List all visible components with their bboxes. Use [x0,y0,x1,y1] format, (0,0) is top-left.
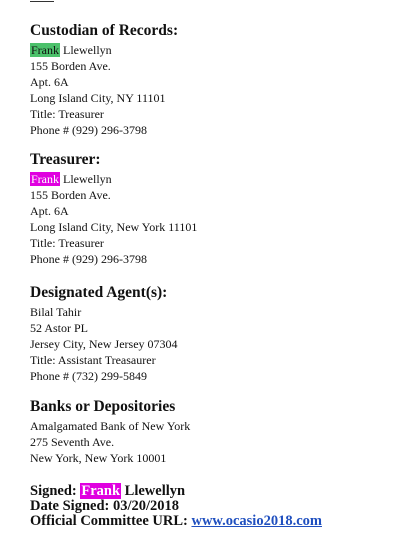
treasurer-first-name-highlight: Frank [31,172,59,186]
treasurer-last-name: Llewellyn [60,172,112,186]
custodian-title: Title: Treasurer [30,107,104,121]
cropped-text-fragment [30,0,54,2]
agent-section [30,284,390,384]
treasurer-title: Title: Treasurer [30,236,104,250]
bank-street: 275 Seventh Ave. [30,435,115,449]
treasurer-phone: Phone # (929) 296-3798 [30,252,147,266]
bank-name: Amalgamated Bank of New York [30,419,191,433]
banks-section [30,398,390,466]
committee-url-link[interactable]: www.ocasio2018.com [191,513,322,529]
custodian-name [30,42,390,58]
custodian-first-name-highlight: Frank [31,43,59,57]
treasurer-city: Long Island City, New York 11101 [30,220,198,234]
banks-heading: Banks or Depositories [30,398,176,415]
treasurer-heading: Treasurer: [30,151,101,168]
committee-url-label: Official Committee URL: [30,513,192,529]
agent-name: Bilal Tahir [30,305,82,319]
signature-block [30,484,400,529]
custodian-section [30,22,390,138]
treasurer-street: 155 Borden Ave. [30,188,111,202]
agent-title: Title: Assistant Treasaurer [30,353,156,367]
agent-city: Jersey City, New Jersey 07304 [30,337,178,351]
custodian-phone: Phone # (929) 296-3798 [30,123,147,137]
agent-heading: Designated Agent(s): [30,284,168,301]
bank-city: New York, New York 10001 [30,451,167,465]
treasurer-apt: Apt. 6A [30,204,69,218]
treasurer-section [30,151,390,267]
signed-line [30,484,400,499]
signed-label: Signed: [30,483,81,499]
signed-last-name: Llewellyn [121,483,186,499]
treasurer-name [30,171,390,187]
agent-street: 52 Astor PL [30,321,89,335]
custodian-apt: Apt. 6A [30,75,69,89]
committee-url-line [30,514,400,529]
custodian-street: 155 Borden Ave. [30,59,111,73]
date-signed: Date Signed: 03/20/2018 [30,498,180,514]
signed-first-name-highlight: Frank [81,483,121,499]
custodian-city: Long Island City, NY 11101 [30,91,166,105]
custodian-last-name: Llewellyn [60,43,112,57]
agent-phone: Phone # (732) 299-5849 [30,369,147,383]
custodian-heading: Custodian of Records: [30,22,179,39]
